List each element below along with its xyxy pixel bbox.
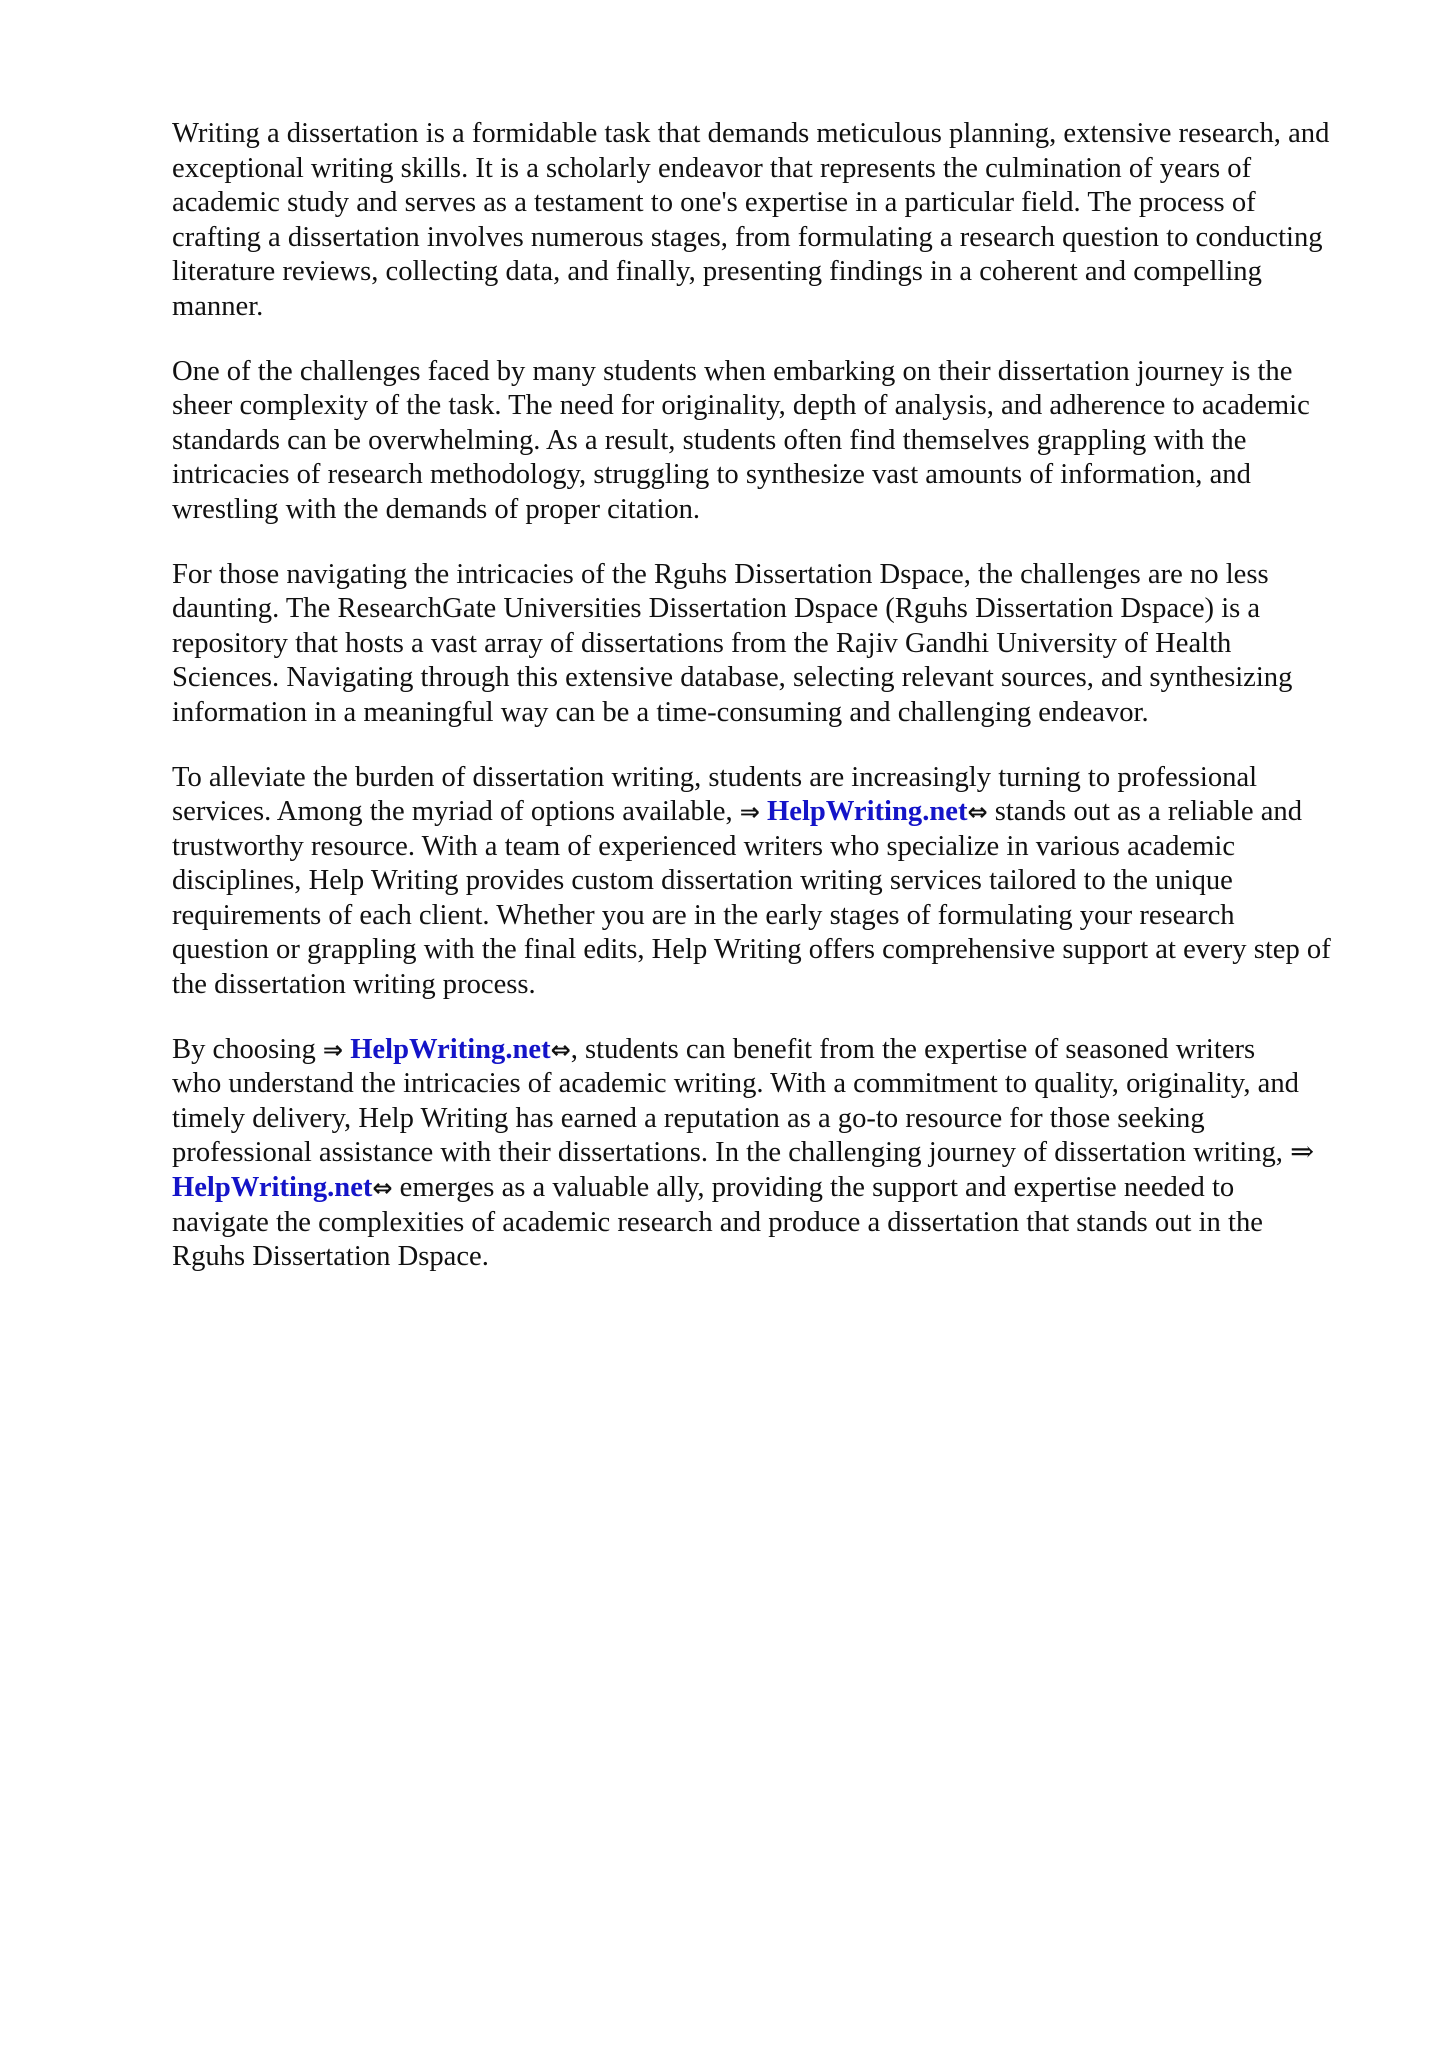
text-line: Sciences. Navigating through this extensive database, selecting relevant sources, and synthesizing (172, 662, 1293, 694)
double-left-right-arrow-icon: ⇔ (372, 1174, 393, 1203)
text-line: To alleviate the burden of dissertation writing, students are increasingly turning to professional (172, 761, 1258, 793)
text-line: exceptional writing skills. It is a scholarly endeavor that represents the culmination of years of (172, 152, 1252, 184)
paragraph-1 (172, 117, 1372, 325)
text-segment: , students can benefit from the expertise of seasoned writers (570, 1033, 1256, 1065)
text-line: disciplines, Help Writing provides custom dissertation writing services tailored to the unique (172, 865, 1233, 897)
text-line: For those navigating the intricacies of the Rguhs Dissertation Dspace, the challenges are no less (172, 558, 1269, 590)
double-left-right-arrow-icon: ⇔ (550, 1035, 571, 1064)
text-line: wrestling with the demands of proper citation. (172, 493, 701, 525)
text-line: crafting a dissertation involves numerous stages, from formulating a research question to conducting (172, 221, 1323, 253)
text-line: daunting. The ResearchGate Universities Dissertation Dspace (Rguhs Dissertation Dspace) is a (172, 593, 1261, 625)
text-segment: By choosing (172, 1033, 323, 1065)
text-line: professional assistance with their dissertations. In the challenging journey of dissertation writing, ⇒ (172, 1137, 1315, 1169)
paragraph-5 (172, 1033, 1372, 1275)
text-segment: emerges as a valuable ally, providing the support and expertise needed to (392, 1172, 1235, 1204)
paragraph-2 (172, 355, 1372, 528)
text-line: trustworthy resource. With a team of experienced writers who specialize in various academic (172, 830, 1236, 862)
text-line-with-link (172, 1033, 1372, 1068)
text-line: manner. (172, 290, 264, 322)
double-right-arrow-icon: ⇒ (739, 798, 760, 827)
text-line: the dissertation writing process. (172, 969, 536, 1001)
document-page (172, 117, 1372, 1305)
text-line: Rguhs Dissertation Dspace. (172, 1241, 489, 1273)
text-line: who understand the intricacies of academic writing. With a commitment to quality, originality, and (172, 1068, 1299, 1100)
text-segment: services. Among the myriad of options available, (172, 796, 740, 828)
text-line: navigate the complexities of academic research and produce a dissertation that stands out in the (172, 1206, 1263, 1238)
text-line: question or grappling with the final edits, Help Writing offers comprehensive support at every step of (172, 934, 1331, 966)
text-line-with-link (172, 1171, 1372, 1206)
helpwriting-link[interactable]: HelpWriting.net (172, 1172, 373, 1204)
text-line: information in a meaningful way can be a time-consuming and challenging endeavor. (172, 696, 1149, 728)
text-line: literature reviews, collecting data, and finally, presenting findings in a coherent and compelling (172, 256, 1262, 288)
text-line: Writing a dissertation is a formidable task that demands meticulous planning, extensive research, and (172, 118, 1330, 149)
text-line: repository that hosts a vast array of dissertations from the Rajiv Gandhi University of Health (172, 627, 1232, 659)
helpwriting-link[interactable]: HelpWriting.net (767, 796, 968, 828)
helpwriting-link[interactable]: HelpWriting.net (350, 1033, 551, 1065)
text-line: requirements of each client. Whether you are in the early stages of formulating your research (172, 899, 1235, 931)
text-line: One of the challenges faced by many students when embarking on their dissertation journey is the (172, 355, 1293, 387)
text-line: intricacies of research methodology, struggling to synthesize vast amounts of information, and (172, 459, 1251, 491)
paragraph-3 (172, 558, 1372, 731)
double-left-right-arrow-icon: ⇔ (967, 798, 988, 827)
text-line: timely delivery, Help Writing has earned a reputation as a go-to resource for those seeking (172, 1102, 1205, 1134)
text-line: academic study and serves as a testament to one's expertise in a particular field. The process of (172, 187, 1256, 219)
text-segment: stands out as a reliable and (987, 796, 1303, 828)
text-line: sheer complexity of the task. The need for originality, depth of analysis, and adherence to academic (172, 390, 1310, 422)
text-line-with-link (172, 795, 1372, 830)
paragraph-4 (172, 761, 1372, 1003)
text-line: standards can be overwhelming. As a result, students often find themselves grappling with the (172, 424, 1247, 456)
double-right-arrow-icon: ⇒ (322, 1035, 344, 1064)
